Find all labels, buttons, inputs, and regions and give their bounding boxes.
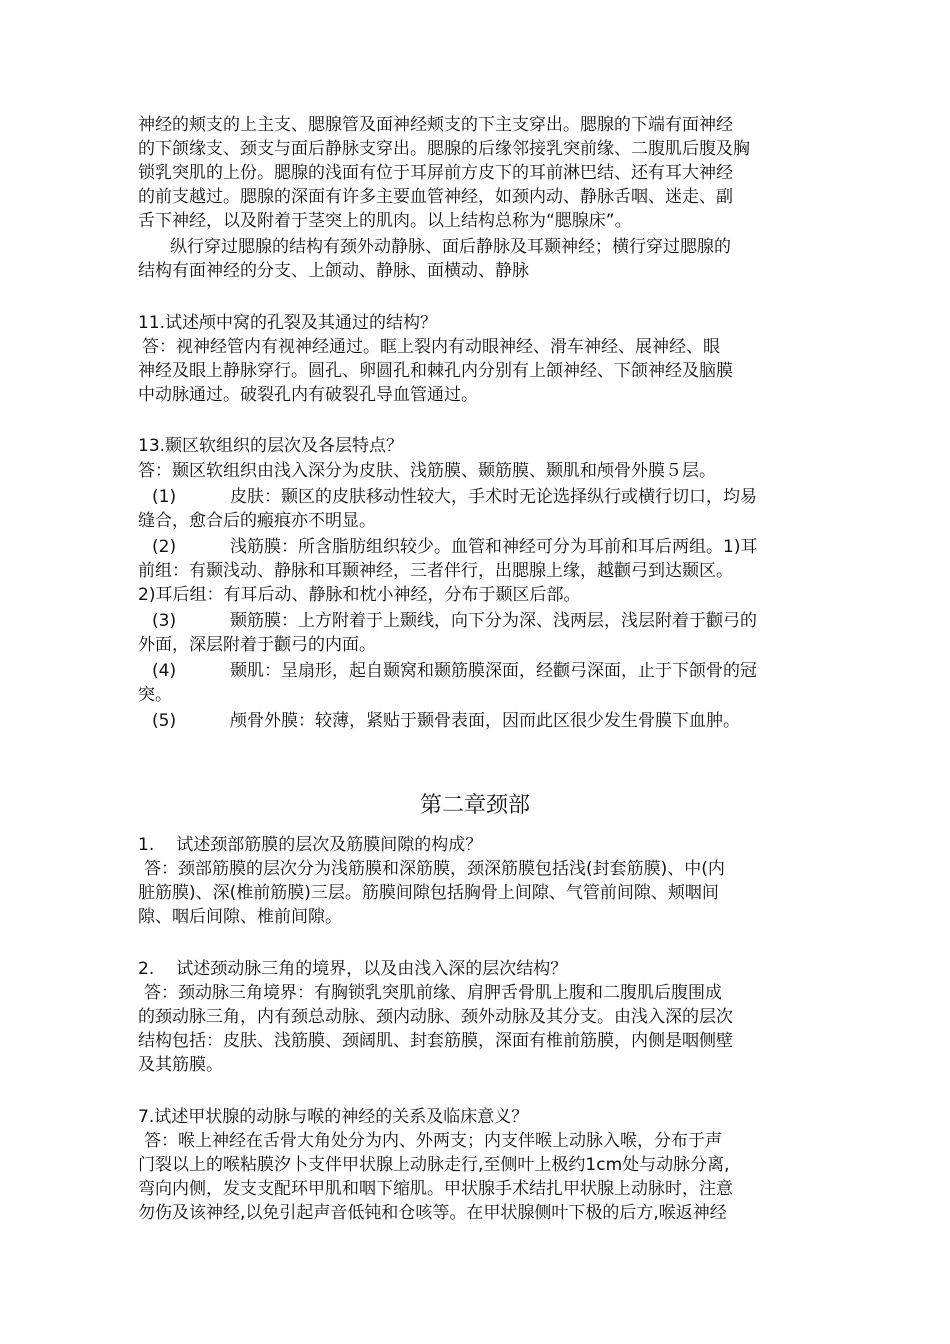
text-line: 的前支越过。腮腺的深面有许多主要血管神经，如颈内动、静脉舌咽、迷走、副 xyxy=(138,187,733,207)
text-line: 前组：有颞浅动、静脉和耳颞神经，三者伴行，出腮腺上缘，越颧弓到达颞区。 xyxy=(138,561,733,581)
text-line: 锁乳突肌的上份。腮腺的浅面有位于耳屏前方皮下的耳前淋巴结、还有耳大神经 xyxy=(138,163,733,183)
chapter-title: 第二章颈部 xyxy=(419,793,530,818)
question-heading: 13.颞区软组织的层次及各层特点？ xyxy=(138,436,404,456)
text-line: 突。 xyxy=(138,685,172,705)
item-number: (2) xyxy=(152,537,177,557)
answer-line: 弯向内侧，发支支配环甲肌和咽下缩肌。甲状腺手术结扎甲状腺上动脉时，注意 xyxy=(138,1179,733,1199)
item-number: (5) xyxy=(152,711,177,731)
text-line: 结构有面神经的分支、上颌动、静脉、面横动、静脉 xyxy=(138,261,529,281)
answer-line: 答：颈部筋膜的层次分为浅筋膜和深筋膜，颈深筋膜包括浅(封套筋膜)、中(内 xyxy=(144,859,725,879)
question-heading: 1. 试述颈部筋膜的层次及筋膜间隙的构成？ xyxy=(138,835,483,855)
text-line: 缝合，愈合后的瘢痕亦不明显。 xyxy=(138,511,376,531)
answer-line: 答：颈动脉三角境界：有胸锁乳突肌前缘、肩胛舌骨肌上腹和二腹肌后腹围成 xyxy=(144,983,722,1003)
answer-line: 勿伤及该神经,以免引起声音低钝和仓咳等。在甲状腺侧叶下极的后方,喉返神经 xyxy=(138,1203,727,1223)
item-label: 颞肌：呈扇形，起自颞窝和颞筋膜深面，经颧弓深面，止于下颌骨的冠 xyxy=(230,661,757,681)
item-label: 颅骨外膜：较薄，紧贴于颞骨表面，因而此区很少发生骨膜下血肿。 xyxy=(230,711,740,731)
text-line: 舌下神经，以及附着于茎突上的肌肉。以上结构总称为“腮腺床”。 xyxy=(138,211,632,231)
item-label: 颞筋膜：上方附着于上颞线，向下分为深、浅两层，浅层附着于颧弓的 xyxy=(230,611,757,631)
item-label: 浅筋膜：所含脂肪组织较少。血管和神经可分为耳前和耳后两组。1)耳 xyxy=(230,537,758,557)
question-heading: 11.试述颅中窝的孔裂及其通过的结构？ xyxy=(138,313,438,333)
answer-line: 答：颞区软组织由浅入深分为皮肤、浅筋膜、颞筋膜、颞肌和颅骨外膜５层。 xyxy=(138,461,716,481)
answer-line: 脏筋膜)、深(椎前筋膜)三层。筋膜间隙包括胸骨上间隙、气管前间隙、颊咽间 xyxy=(138,883,719,903)
question-heading: 2. 试述颈动脉三角的境界，以及由浅入深的层次结构？ xyxy=(138,959,568,979)
answer-line: 的颈动脉三角，内有颈总动脉、颈内动脉、颈外动脉及其分支。由浅入深的层次 xyxy=(138,1007,733,1027)
question-heading: 7.试述甲状腺的动脉与喉的神经的关系及临床意义？ xyxy=(138,1107,529,1127)
text-line: 的下颌缘支、颈支与面后静脉支穿出。腮腺的后缘邻接乳突前缘、二腹肌后腹及胸 xyxy=(138,139,750,159)
answer-line: 门裂以上的喉粘膜汐卜支伴甲状腺上动脉走行,至侧叶上极约1cm处与动脉分离, xyxy=(138,1155,730,1175)
text-line: 外面，深层附着于颧弓的内面。 xyxy=(138,635,376,655)
answer-line: 答：喉上神经在舌骨大角处分为内、外两支；内支伴喉上动脉入喉，分布于声 xyxy=(144,1131,722,1151)
item-label: 皮肤：颞区的皮肤移动性较大，手术时无论选择纵行或横行切口，均易 xyxy=(230,487,757,507)
answer-line: 神经及眼上静脉穿行。圆孔、卵圆孔和棘孔内分别有上颌神经、下颌神经及脑膜 xyxy=(138,361,733,381)
item-number: (1) xyxy=(152,487,177,507)
item-number: (3) xyxy=(152,611,177,631)
answer-line: 及其筋膜。 xyxy=(138,1055,223,1075)
text-line: 纵行穿过腮腺的结构有颈外动静脉、面后静脉及耳颞神经；横行穿过腮腺的 xyxy=(170,237,731,257)
text-line: 2)耳后组：有耳后动、静脉和枕小神经，分布于颞区后部。 xyxy=(138,585,581,605)
answer-line: 答：视神经管内有视神经通过。眶上裂内有动眼神经、滑车神经、展神经、眼 xyxy=(142,337,720,357)
answer-line: 结构包括：皮肤、浅筋膜、颈阔肌、封套筋膜，深面有椎前筋膜，内侧是咽侧壁 xyxy=(138,1031,733,1051)
item-number: (4) xyxy=(152,661,177,681)
text-line: 神经的颊支的上主支、腮腺管及面神经颊支的下主支穿出。腮腺的下端有面神经 xyxy=(138,115,733,135)
answer-line: 中动脉通过。破裂孔内有破裂孔导血管通过。 xyxy=(138,385,478,405)
answer-line: 隙、咽后间隙、椎前间隙。 xyxy=(138,907,342,927)
